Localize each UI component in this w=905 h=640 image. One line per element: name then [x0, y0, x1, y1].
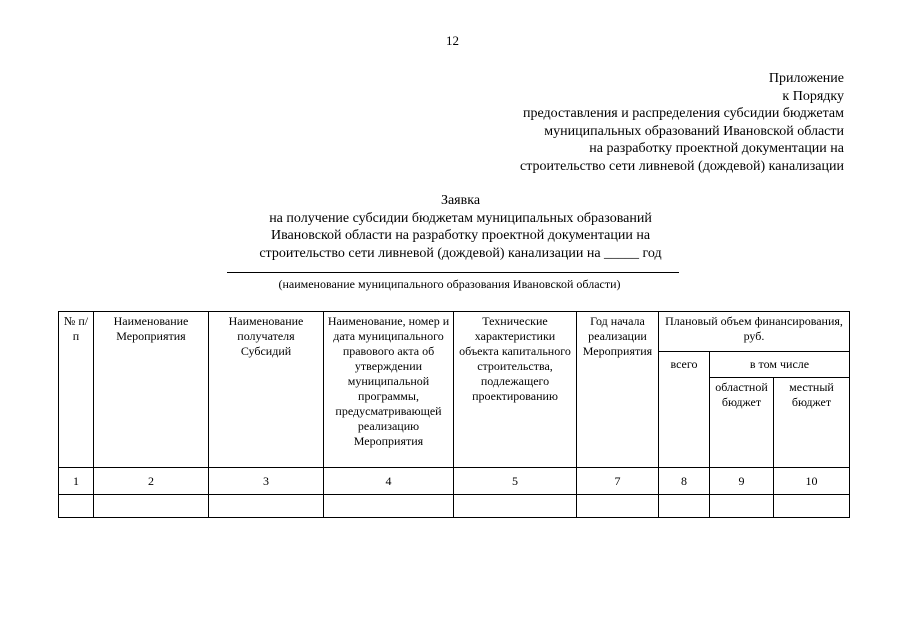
appendix-line: строительство сети ливневой (дождевой) канализации: [519, 158, 844, 174]
table-cell: [59, 495, 94, 518]
header-regional-budget: областной бюджет: [710, 378, 774, 468]
application-title: [0, 192, 905, 262]
column-number: 1: [59, 468, 94, 495]
column-number: 4: [324, 468, 454, 495]
header-local-budget: местный бюджет: [774, 378, 850, 468]
appendix-line: предоставления и распределения субсидии бюджетам: [522, 106, 844, 122]
header-tech: Технические характеристики объекта капитального строительства, подлежащего проектированию: [454, 312, 577, 468]
org-caption-text: (наименование муниципального образования Ивановской области): [278, 277, 621, 291]
table-cell: [659, 495, 710, 518]
header-legal-act: Наименование, номер и дата муниципального правового акта об утверждении муниципальной программы, предусматривающей реализацию Мероприятия: [324, 312, 454, 468]
page-number: 12: [446, 33, 459, 48]
table-cell: [577, 495, 659, 518]
appendix-line: к Порядку: [782, 88, 844, 104]
header-recipient: Наименование получателя Субсидий: [209, 312, 324, 468]
table-row: [59, 495, 850, 518]
appendix-line: на разработку проектной документации на: [589, 141, 844, 157]
header-planned-financing: Плановый объем финансирования, руб.: [659, 312, 850, 352]
appendix-line: муниципальных образований Ивановской области: [544, 123, 844, 139]
header-start-year: Год начала реализации Мероприятия: [577, 312, 659, 468]
column-number: 10: [774, 468, 850, 495]
header-measure-name: Наименование Мероприятия: [94, 312, 209, 468]
appendix-line: Приложение: [768, 71, 844, 86]
header-num: № п/п: [59, 312, 94, 468]
org-caption: [0, 277, 905, 292]
table-cell: [209, 495, 324, 518]
column-number: 2: [94, 468, 209, 495]
table-cell: [454, 495, 577, 518]
title-heading: Заявка: [440, 193, 481, 208]
appendix-block: [520, 70, 844, 176]
title-line: на получение субсидии бюджетам муниципальных образований: [269, 210, 652, 226]
table-cell: [94, 495, 209, 518]
title-line: Ивановской области на разработку проектной документации на: [270, 228, 651, 244]
application-table: [58, 311, 850, 518]
table-cell: [774, 495, 850, 518]
column-number: 7: [577, 468, 659, 495]
title-line: строительство сети ливневой (дождевой) канализации на _____ год: [259, 245, 662, 261]
column-number: 5: [454, 468, 577, 495]
column-numbers-row: [59, 468, 850, 495]
header-total: всего: [659, 352, 710, 468]
column-number: 8: [659, 468, 710, 495]
table-cell: [324, 495, 454, 518]
org-name-blank-line: [227, 272, 679, 273]
header-including: в том числе: [710, 352, 850, 378]
table-cell: [710, 495, 774, 518]
column-number: 3: [209, 468, 324, 495]
column-number: 9: [710, 468, 774, 495]
